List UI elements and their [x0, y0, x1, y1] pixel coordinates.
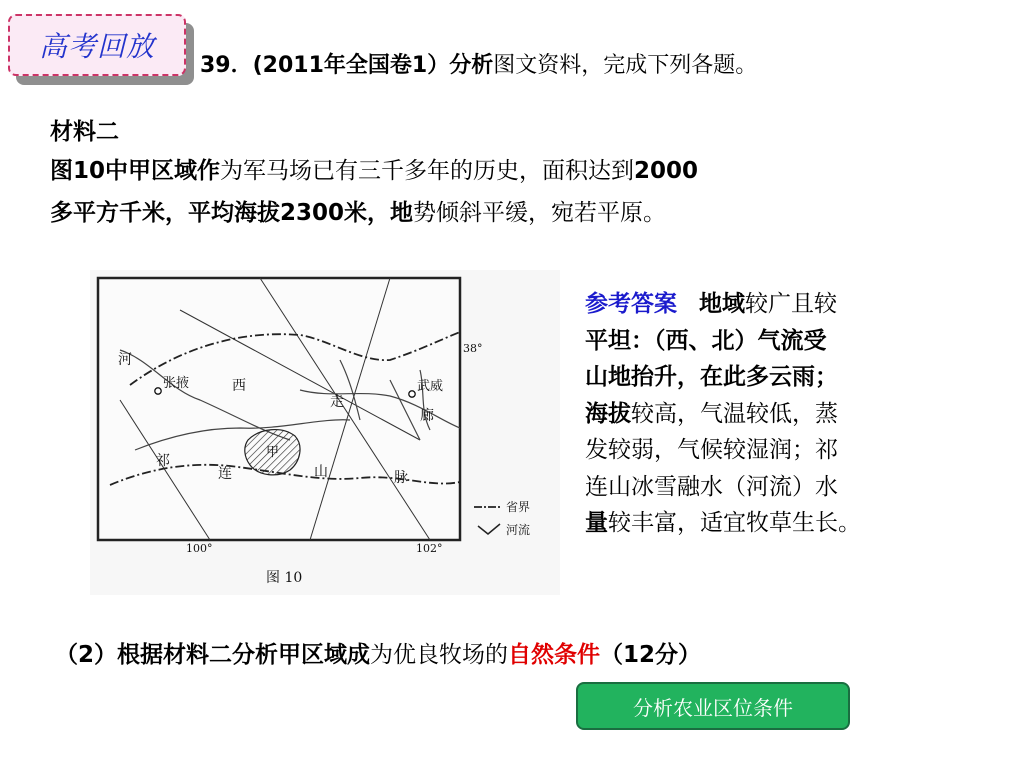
map-char-qi: 祁 — [156, 453, 170, 469]
question-title — [200, 48, 757, 79]
material-heading: 材料二 — [50, 119, 119, 145]
region-jia-label: 甲 — [266, 445, 280, 460]
question-source: (2011年全国卷1）分析 — [252, 53, 494, 78]
map-char-zou: 走 — [330, 394, 344, 410]
answer-line-2: 平坦：（西、北）气流受 — [585, 327, 827, 354]
answer-label: 参考答案 — [585, 291, 677, 317]
answer-line-4: 海拔较高，气温较低，蒸 — [585, 400, 838, 427]
city-zhangye-dot — [155, 388, 161, 394]
map-char-he: 河 — [118, 352, 132, 368]
answer-line-1: 参考答案 地域较广且较 — [585, 291, 837, 317]
badge-label: 高考回放 — [38, 30, 155, 63]
answer-line-3: 山地抬升，在此多云雨； — [585, 364, 838, 390]
map-char-lian: 连 — [218, 466, 232, 482]
answer-line-7: 量较丰富，适宜牧草生长。 — [585, 510, 861, 536]
city-wuwei-dot — [409, 391, 415, 397]
map-char-mai: 脉 — [394, 470, 408, 486]
legend-border-label: 省界 — [506, 500, 531, 514]
question-highlight: 自然条件 — [508, 642, 601, 668]
question-number: 39． — [200, 53, 253, 78]
material-line-1: 图10中甲区域作为军马场已有三千多年的历史，面积达到2000 — [50, 158, 699, 184]
material-text — [50, 150, 1010, 234]
analyze-location-button[interactable]: 分析农业区位条件 — [576, 682, 850, 730]
longitude-label-right: 102° — [416, 542, 443, 555]
reference-answer — [585, 286, 985, 542]
answer-line-6: 连山冰雪融水（河流）水 — [585, 473, 838, 500]
map-figure — [90, 270, 560, 595]
map-char-xi: 西 — [232, 378, 246, 394]
map-caption: 图 10 — [266, 570, 303, 586]
answer-line-5: 发较弱，气候较湿润；祁 — [585, 437, 838, 463]
material-line-2: 多平方千米，平均海拔2300米，地势倾斜平缓，宛若平原。 — [50, 200, 667, 226]
map-char-shan: 山 — [314, 464, 328, 480]
review-badge — [8, 14, 186, 76]
map-frame — [98, 278, 460, 540]
city-wuwei-label: 武威 — [417, 379, 444, 394]
city-zhangye-label: 张掖 — [163, 376, 190, 391]
map-char-lang: 廊 — [420, 408, 434, 424]
longitude-label-left: 100° — [186, 542, 213, 555]
question-instruction: 图文资料，完成下列各题。 — [493, 53, 758, 78]
latitude-label: 38° — [463, 342, 483, 355]
legend-river-label: 河流 — [506, 523, 531, 537]
question-prompt: （2）根据材料二分析甲区域成为优良牧场的自然条件（12分） — [55, 642, 702, 668]
